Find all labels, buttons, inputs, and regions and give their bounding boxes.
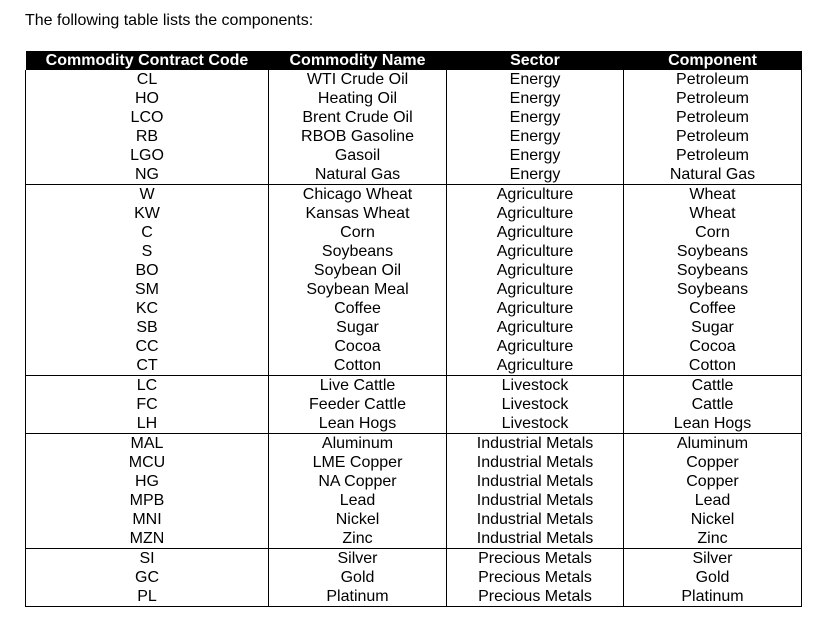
cell-commodity-name: Silver (269, 549, 447, 569)
cell-contract-code: MZN (26, 529, 269, 549)
cell-sector: Precious Metals (447, 568, 624, 587)
table-row (26, 89, 802, 108)
cell-component: Gold (624, 568, 802, 587)
table-row (26, 337, 802, 356)
cell-sector: Agriculture (447, 280, 624, 299)
cell-contract-code: MAL (26, 434, 269, 454)
cell-commodity-name: Gold (269, 568, 447, 587)
cell-commodity-name: Platinum (269, 587, 447, 607)
cell-sector: Agriculture (447, 356, 624, 376)
cell-commodity-name: Lean Hogs (269, 414, 447, 434)
cell-commodity-name: Cocoa (269, 337, 447, 356)
cell-sector: Energy (447, 165, 624, 185)
table-header (26, 51, 802, 70)
cell-sector: Industrial Metals (447, 491, 624, 510)
table-row (26, 242, 802, 261)
cell-commodity-name: WTI Crude Oil (269, 70, 447, 89)
cell-commodity-name: Corn (269, 223, 447, 242)
cell-commodity-name: Heating Oil (269, 89, 447, 108)
cell-commodity-name: Lead (269, 491, 447, 510)
cell-contract-code: PL (26, 587, 269, 607)
cell-sector: Energy (447, 89, 624, 108)
cell-sector: Agriculture (447, 299, 624, 318)
cell-contract-code: BO (26, 261, 269, 280)
cell-component: Cattle (624, 376, 802, 396)
cell-commodity-name: Sugar (269, 318, 447, 337)
cell-contract-code: W (26, 185, 269, 205)
cell-component: Soybeans (624, 261, 802, 280)
cell-sector: Precious Metals (447, 549, 624, 569)
cell-commodity-name: Live Cattle (269, 376, 447, 396)
header-component: Component (624, 51, 802, 70)
cell-contract-code: MNI (26, 510, 269, 529)
cell-contract-code: RB (26, 127, 269, 146)
table-row (26, 318, 802, 337)
cell-contract-code: LCO (26, 108, 269, 127)
table-row (26, 395, 802, 414)
table-row (26, 127, 802, 146)
cell-contract-code: MCU (26, 453, 269, 472)
table-group (26, 70, 802, 185)
cell-contract-code: KC (26, 299, 269, 318)
cell-component: Wheat (624, 185, 802, 205)
cell-component: Sugar (624, 318, 802, 337)
cell-component: Wheat (624, 204, 802, 223)
cell-contract-code: C (26, 223, 269, 242)
cell-commodity-name: Soybean Oil (269, 261, 447, 280)
cell-component: Soybeans (624, 280, 802, 299)
cell-component: Coffee (624, 299, 802, 318)
cell-commodity-name: Kansas Wheat (269, 204, 447, 223)
cell-commodity-name: Gasoil (269, 146, 447, 165)
cell-sector: Agriculture (447, 185, 624, 205)
table-row (26, 280, 802, 299)
cell-contract-code: CL (26, 70, 269, 89)
cell-component: Lead (624, 491, 802, 510)
header-commodity-contract-code: Commodity Contract Code (26, 51, 269, 70)
table-row (26, 491, 802, 510)
table-row (26, 185, 802, 205)
cell-contract-code: CC (26, 337, 269, 356)
cell-sector: Agriculture (447, 337, 624, 356)
cell-sector: Energy (447, 108, 624, 127)
cell-commodity-name: Soybeans (269, 242, 447, 261)
cell-sector: Energy (447, 127, 624, 146)
table-row (26, 70, 802, 89)
cell-contract-code: LH (26, 414, 269, 434)
table-group (26, 434, 802, 549)
cell-component: Nickel (624, 510, 802, 529)
table-row (26, 223, 802, 242)
cell-commodity-name: Aluminum (269, 434, 447, 454)
cell-component: Cotton (624, 356, 802, 376)
cell-sector: Agriculture (447, 204, 624, 223)
cell-commodity-name: Nickel (269, 510, 447, 529)
table-row (26, 472, 802, 491)
cell-component: Petroleum (624, 108, 802, 127)
table-row (26, 549, 802, 569)
cell-contract-code: HG (26, 472, 269, 491)
cell-commodity-name: Chicago Wheat (269, 185, 447, 205)
cell-contract-code: GC (26, 568, 269, 587)
cell-component: Petroleum (624, 146, 802, 165)
cell-sector: Livestock (447, 376, 624, 396)
table-row (26, 434, 802, 454)
cell-contract-code: KW (26, 204, 269, 223)
cell-commodity-name: Coffee (269, 299, 447, 318)
cell-contract-code: MPB (26, 491, 269, 510)
cell-contract-code: LC (26, 376, 269, 396)
cell-commodity-name: Natural Gas (269, 165, 447, 185)
cell-sector: Livestock (447, 414, 624, 434)
cell-sector: Agriculture (447, 242, 624, 261)
cell-component: Soybeans (624, 242, 802, 261)
table-row (26, 204, 802, 223)
cell-component: Copper (624, 472, 802, 491)
cell-component: Aluminum (624, 434, 802, 454)
table-row (26, 376, 802, 396)
header-row (26, 51, 802, 70)
cell-sector: Precious Metals (447, 587, 624, 607)
cell-contract-code: SB (26, 318, 269, 337)
cell-component: Zinc (624, 529, 802, 549)
cell-component: Petroleum (624, 127, 802, 146)
cell-component: Lean Hogs (624, 414, 802, 434)
table-row (26, 261, 802, 280)
table-row (26, 414, 802, 434)
cell-component: Corn (624, 223, 802, 242)
cell-sector: Industrial Metals (447, 434, 624, 454)
cell-contract-code: NG (26, 165, 269, 185)
table-row (26, 453, 802, 472)
cell-commodity-name: Cotton (269, 356, 447, 376)
table-group (26, 185, 802, 376)
cell-sector: Industrial Metals (447, 529, 624, 549)
cell-commodity-name: NA Copper (269, 472, 447, 491)
cell-commodity-name: Brent Crude Oil (269, 108, 447, 127)
header-sector: Sector (447, 51, 624, 70)
table-row (26, 165, 802, 185)
cell-sector: Agriculture (447, 318, 624, 337)
table-row (26, 529, 802, 549)
cell-contract-code: LGO (26, 146, 269, 165)
table-row (26, 356, 802, 376)
components-table-container (25, 51, 801, 607)
cell-sector: Agriculture (447, 261, 624, 280)
cell-sector: Energy (447, 146, 624, 165)
cell-sector: Agriculture (447, 223, 624, 242)
cell-commodity-name: RBOB Gasoline (269, 127, 447, 146)
table-row (26, 587, 802, 607)
cell-commodity-name: Zinc (269, 529, 447, 549)
cell-contract-code: HO (26, 89, 269, 108)
cell-component: Cocoa (624, 337, 802, 356)
table-group (26, 376, 802, 434)
table-row (26, 299, 802, 318)
cell-contract-code: FC (26, 395, 269, 414)
table-row (26, 568, 802, 587)
cell-contract-code: S (26, 242, 269, 261)
cell-sector: Industrial Metals (447, 510, 624, 529)
cell-contract-code: SM (26, 280, 269, 299)
intro-text: The following table lists the components: (25, 12, 314, 29)
table-row (26, 108, 802, 127)
table-row (26, 510, 802, 529)
cell-sector: Livestock (447, 395, 624, 414)
cell-commodity-name: LME Copper (269, 453, 447, 472)
cell-sector: Energy (447, 70, 624, 89)
cell-component: Platinum (624, 587, 802, 607)
cell-component: Cattle (624, 395, 802, 414)
header-commodity-name: Commodity Name (269, 51, 447, 70)
cell-commodity-name: Soybean Meal (269, 280, 447, 299)
cell-component: Natural Gas (624, 165, 802, 185)
cell-component: Copper (624, 453, 802, 472)
components-table (25, 51, 802, 607)
cell-contract-code: SI (26, 549, 269, 569)
cell-commodity-name: Feeder Cattle (269, 395, 447, 414)
table-row (26, 146, 802, 165)
cell-contract-code: CT (26, 356, 269, 376)
cell-sector: Industrial Metals (447, 472, 624, 491)
cell-sector: Industrial Metals (447, 453, 624, 472)
cell-component: Petroleum (624, 89, 802, 108)
table-group (26, 549, 802, 607)
cell-component: Petroleum (624, 70, 802, 89)
cell-component: Silver (624, 549, 802, 569)
